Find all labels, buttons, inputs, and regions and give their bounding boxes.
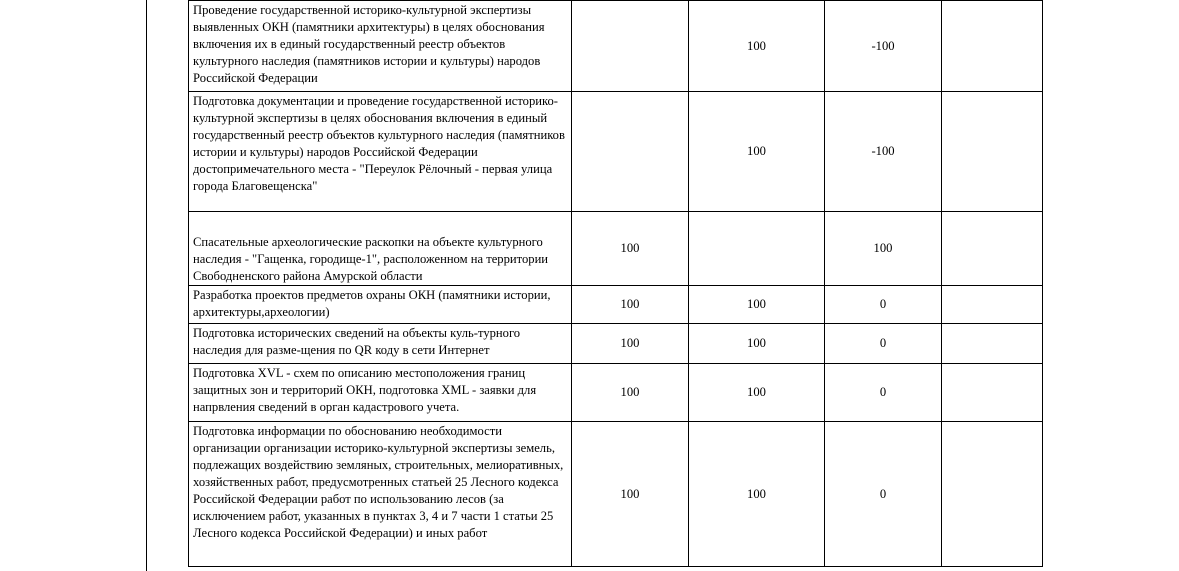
table-row	[189, 364, 1043, 422]
row-value-1: 100	[572, 422, 689, 567]
row-value-4	[942, 286, 1043, 324]
table-row	[189, 422, 1043, 567]
row-value-1	[572, 1, 689, 92]
row-value-4	[942, 422, 1043, 567]
row-value-2: 100	[689, 422, 825, 567]
row-value-4	[942, 92, 1043, 212]
row-value-1	[572, 92, 689, 212]
row-value-3: 0	[825, 324, 942, 364]
row-description: Подготовка информации по обоснованию необходимости организации организации историко-культурной экспертизы земель, подлежащих воздействию земляных, строительных, мелиоративных, хозяйственных работ, предусмотренных статьей 25 Лесного кодекса Российской Федерации работ по использованию лесов (за исключением работ, указанных в пунктах 3, 4 и 7 части 1 статьи 25 Лесного кодекса Российской Федерации) и иных работ	[189, 422, 572, 567]
row-value-2: 100	[689, 286, 825, 324]
row-value-2: 100	[689, 364, 825, 422]
row-value-4	[942, 364, 1043, 422]
row-description: Разработка проектов предметов охраны ОКН (памятники истории, архитектуры,археологии)	[189, 286, 572, 324]
table-row	[189, 212, 1043, 286]
table-row	[189, 1, 1043, 92]
row-value-3: 100	[825, 212, 942, 286]
row-value-2: 100	[689, 1, 825, 92]
row-value-1: 100	[572, 364, 689, 422]
row-value-4	[942, 324, 1043, 364]
budget-table	[188, 0, 1043, 567]
row-value-3: -100	[825, 92, 942, 212]
table-row	[189, 286, 1043, 324]
row-value-4	[942, 212, 1043, 286]
row-value-1: 100	[572, 286, 689, 324]
row-value-1: 100	[572, 324, 689, 364]
row-value-1: 100	[572, 212, 689, 286]
row-description: Подготовка XVL - схем по описанию местоположения границ защитных зон и территорий ОКН, подготовка XML - заявки для напрвления сведений в орган кадастрового учета.	[189, 364, 572, 422]
row-value-3: -100	[825, 1, 942, 92]
row-description: Спасательные археологические раскопки на объекте культурного наследия - "Гащенка, городище-1", расположенном на территории Свободненского района Амурской области	[189, 212, 572, 286]
row-value-3: 0	[825, 364, 942, 422]
page-left-rule	[146, 0, 147, 571]
row-description: Подготовка исторических сведений на объекты куль-турного наследия для разме-щения по QR коду в сети Интернет	[189, 324, 572, 364]
row-value-2: 100	[689, 324, 825, 364]
row-description: Проведение государственной историко-культурной экспертизы выявленных ОКН (памятники архитектуры) в целях обоснования включения их в единый государственный реестр объектов культурного наследия (памятников истории и культуры) народов Российской Федерации	[189, 1, 572, 92]
row-value-3: 0	[825, 422, 942, 567]
table-row	[189, 92, 1043, 212]
row-value-3: 0	[825, 286, 942, 324]
row-value-4	[942, 1, 1043, 92]
row-value-2	[689, 212, 825, 286]
row-description: Подготовка документации и проведение государственной историко-культурной экспертизы в целях обоснования включения в единый государственный реестр объектов культурного наследия (памятников истории и культуры) народов Российской Федерации достопримечательного места - "Переулок Рёлочный - первая улица города Благовещенска"	[189, 92, 572, 212]
table-row	[189, 324, 1043, 364]
row-value-2: 100	[689, 92, 825, 212]
